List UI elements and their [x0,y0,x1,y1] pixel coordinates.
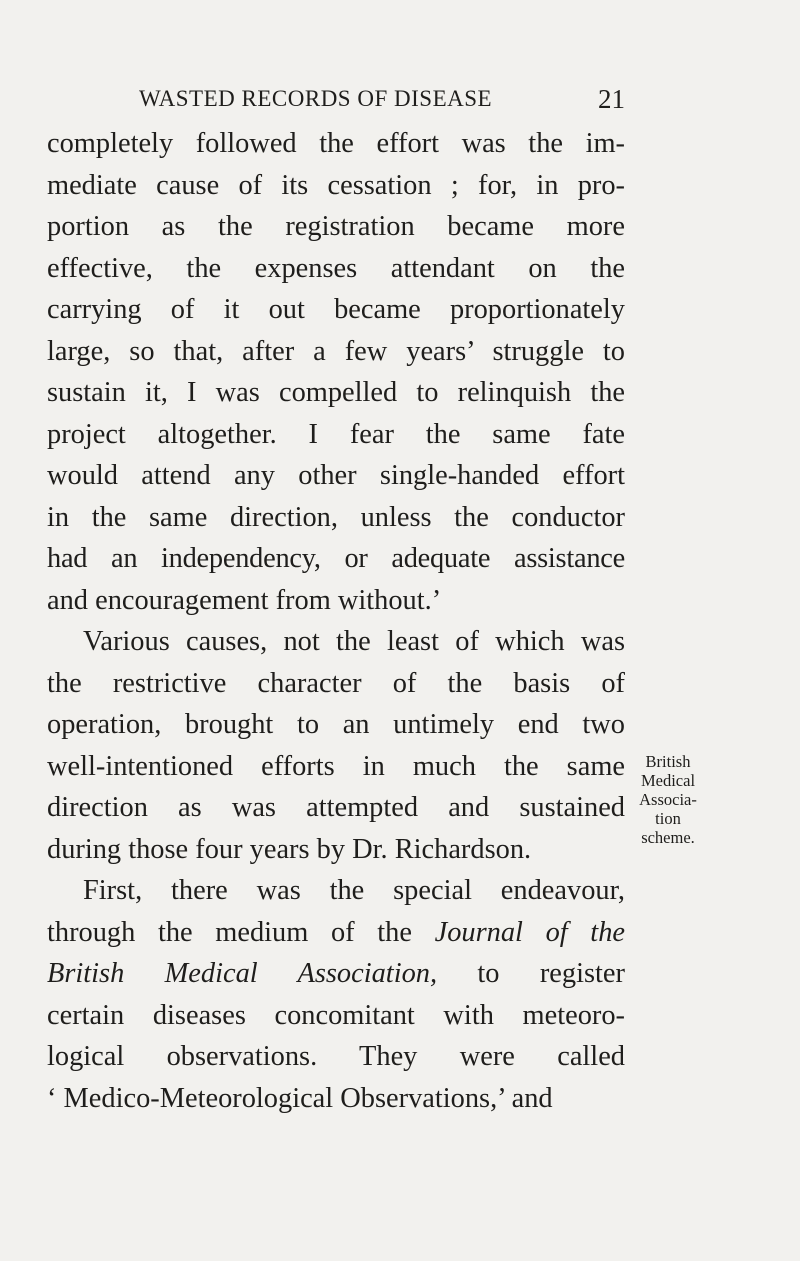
text-line: logical observations. They were called [47,1041,625,1072]
running-head [110,86,625,126]
journal-title: Journal of the [434,916,625,948]
text-line: certain diseases concomitant with meteoro- [47,999,625,1031]
body-text [47,123,625,1119]
text-line: First, there was the special endeavour, [83,875,625,906]
page-number: 21 [598,84,625,114]
text-run: to register [437,958,625,989]
margin-note-line: Medical [640,771,696,790]
margin-note-line: Associa- [639,790,697,809]
text-line: and encouragement from without.’ [47,584,442,616]
running-head-title: WASTED RECORDS OF DISEASE [139,86,493,111]
text-line: direction as was attempted and sustained [47,792,625,823]
text-line: portion as the registration became more [47,211,625,242]
text-line: mediate cause of its cessation ; for, in pro- [47,169,625,201]
text-line: operation, brought to an untimely end two [47,709,625,740]
text-line: carrying of it out became proportionately [47,294,625,325]
text-line: in the same direction, unless the conductor [47,501,625,533]
text-line: ‘ Medico-Meteorological Observations,’ and [47,1082,553,1114]
margin-note-line: scheme. [641,828,695,847]
text-line: the restrictive character of the basis of [47,667,625,699]
text-line: project altogether. I fear the same fate [47,418,625,450]
text-line: would attend any other single-handed effort [47,460,625,491]
text-line: had an independency, or adequate assistance [47,543,625,574]
text-line [47,953,625,995]
text-line: well-intentioned efforts in much the same [47,750,625,782]
journal-title: British Medical Association, [47,958,438,989]
text-run: through the medium of the [47,916,435,948]
text-line: large, so that, after a few years’ struggle to [47,335,625,367]
margin-note-line: tion [655,809,681,828]
text-line [47,912,625,954]
margin-note-line: British [645,752,691,771]
text-line: Various causes, not the least of which was [83,626,625,657]
text-line: during those four years by Dr. Richardson. [47,833,532,865]
text-line: sustain it, I was compelled to relinquish the [47,377,625,408]
margin-note [628,752,708,847]
text-line: effective, the expenses attendant on the [47,252,625,284]
text-line: completely followed the effort was the im- [47,128,625,159]
